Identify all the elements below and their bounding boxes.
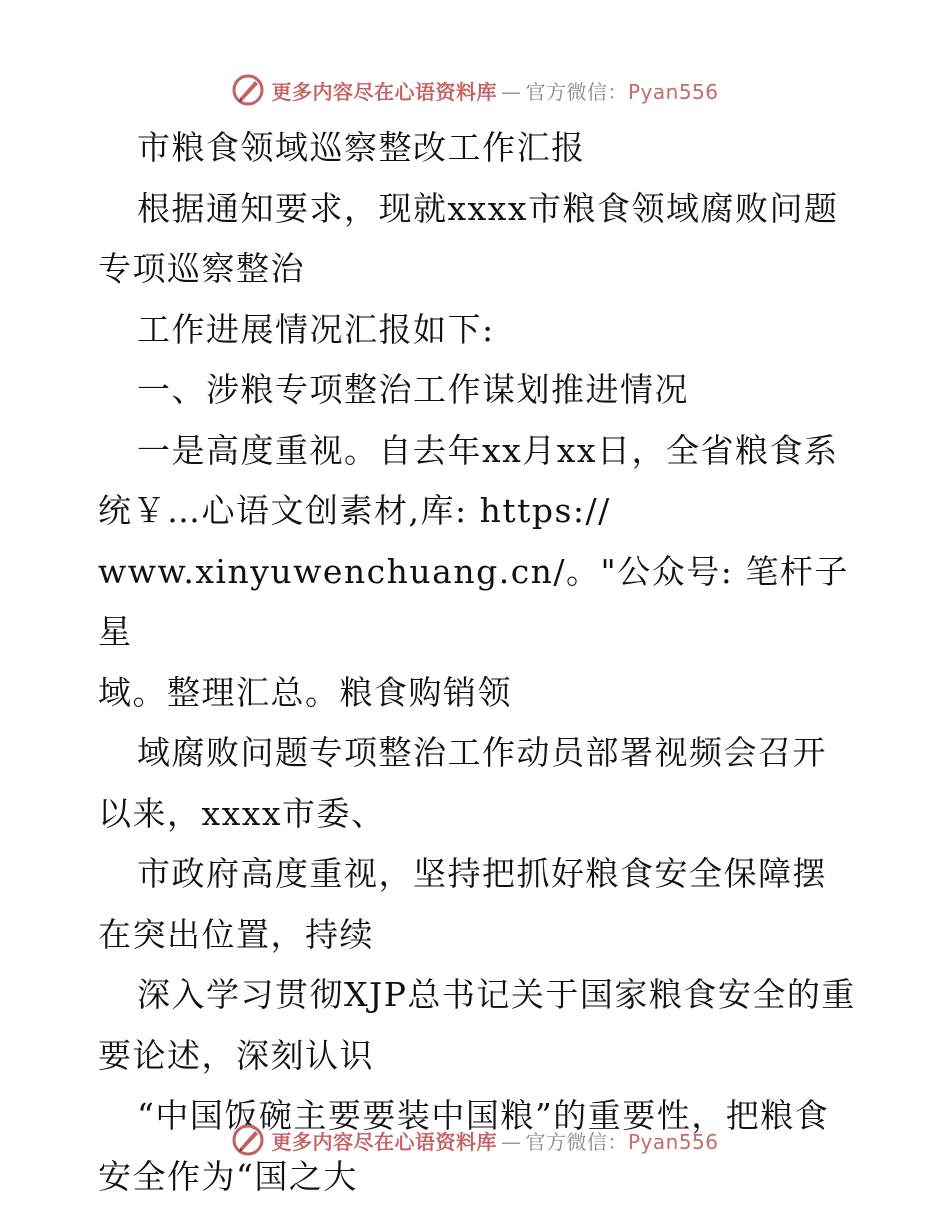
footer-watermark: [0, 1120, 950, 1160]
section-heading: 一、涉粮专项整治工作谋划推进情况: [137, 370, 689, 409]
watermark-brand: 更多内容尽在心语资料库: [271, 1129, 497, 1154]
paragraph: 深入学习贯彻XJP总书记关于国家粮食安全的重要论述，深刻认识: [98, 975, 856, 1075]
watermark-wechat-id: Pyan556: [627, 79, 719, 104]
paragraph: 市政府高度重视，坚持把抓好粮食安全保障摆在突出位置，持续: [98, 854, 827, 954]
watermark-text: [271, 76, 718, 105]
watermark-brand: 更多内容尽在心语资料库: [271, 79, 497, 104]
watermark-separator: —: [500, 1129, 522, 1154]
watermark-official-label: 官方微信：: [525, 1129, 628, 1154]
document-body: [98, 118, 858, 1207]
document-title: 市粮食领域巡察整改工作汇报: [137, 128, 586, 167]
pen-logo-icon: [231, 73, 265, 107]
paragraph: 域腐败问题专项整治工作动员部署视频会召开以来，xxxx市委、: [98, 733, 827, 833]
paragraph: 域。整理汇总。粮食购销领: [98, 672, 512, 712]
paragraph: “中国饭碗主要要装中国粮”的重要性，把粮食安全作为“国之大: [98, 1096, 830, 1196]
paragraph: www.xinyuwenchuang.cn/。"公众号: 笔杆子星: [98, 551, 849, 651]
paragraph: 根据通知要求，现就xxxx市粮食领域腐败问题专项巡察整治: [98, 188, 839, 288]
paragraph: 一是高度重视。自去年xx月xx日，全省粮食系统￥…心语文创素材,库: https://: [98, 430, 839, 530]
pen-logo-icon: [231, 1123, 265, 1157]
header-watermark: [0, 70, 950, 110]
watermark-separator: —: [500, 79, 522, 104]
watermark-official-label: 官方微信：: [525, 79, 628, 104]
watermark-wechat-id: Pyan556: [627, 1129, 719, 1154]
watermark-text: [271, 1126, 718, 1155]
paragraph: 工作进展情况汇报如下:: [137, 309, 495, 349]
